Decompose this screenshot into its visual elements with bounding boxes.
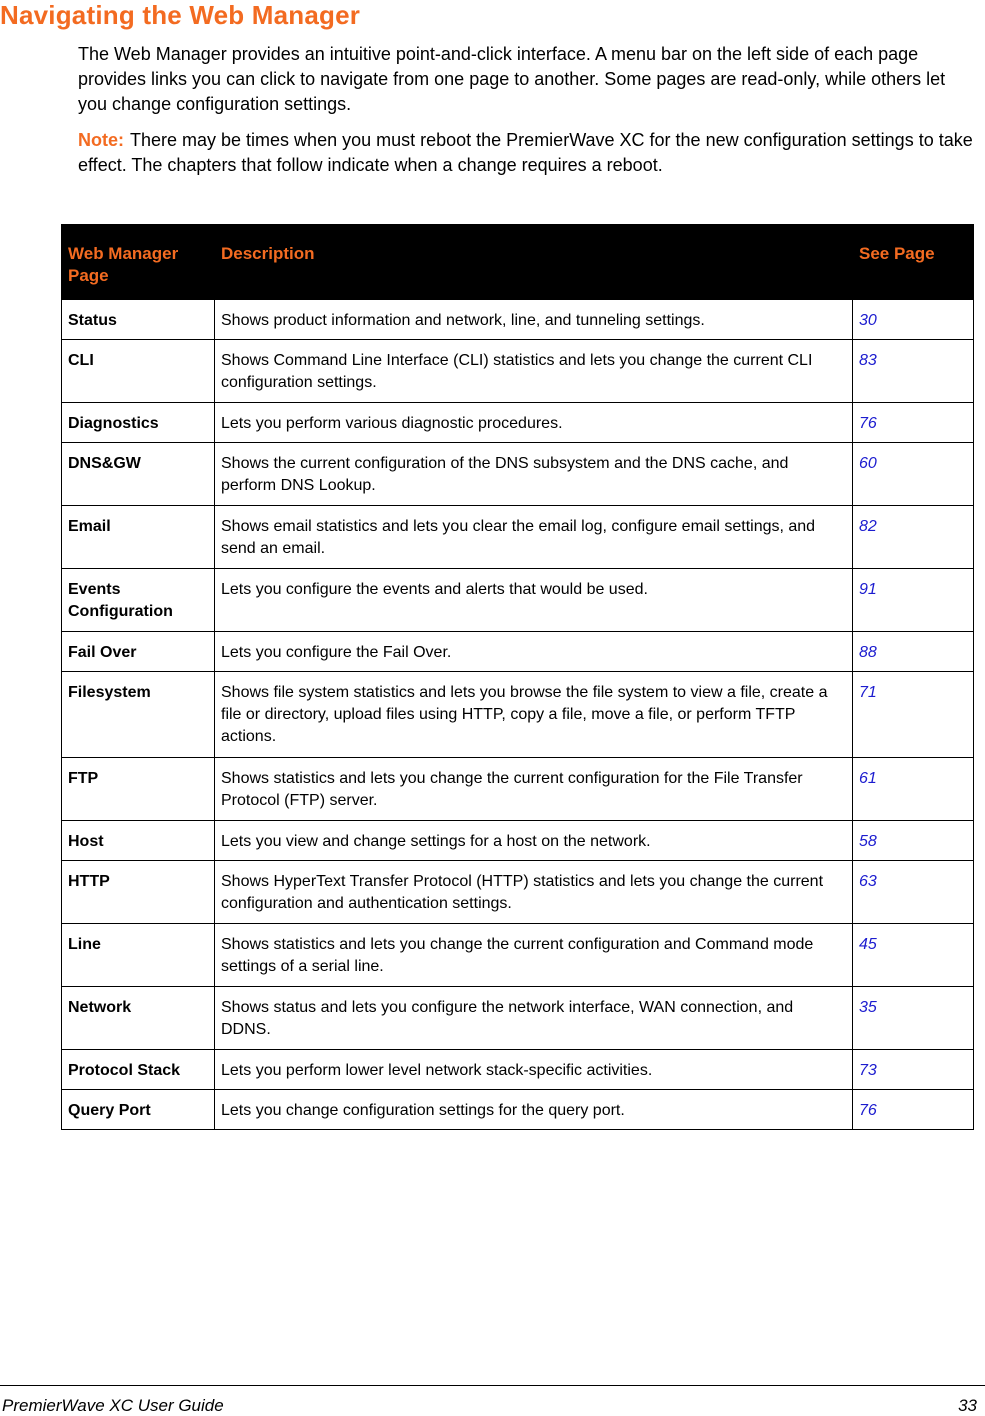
page-description: Lets you view and change settings for a host on the network. [215, 821, 853, 861]
table-row [62, 300, 974, 340]
page-name: Diagnostics [62, 403, 215, 443]
header-web-manager-page: Web Manager Page [62, 225, 215, 300]
page-name: Network [62, 987, 215, 1050]
see-page-link[interactable]: 76 [853, 1090, 974, 1130]
table-row [62, 1050, 974, 1090]
table-row [62, 672, 974, 758]
table-row [62, 987, 974, 1050]
page-title: Navigating the Web Manager [0, 0, 361, 30]
see-page-link[interactable]: 83 [853, 340, 974, 403]
page-description: Shows file system statistics and lets you browse the file system to view a file, create a file or directory, upload files using HTTP, copy a file, move a file, or perform TFTP actions. [215, 672, 853, 758]
table-row [62, 403, 974, 443]
table-row [62, 1090, 974, 1130]
table-row [62, 569, 974, 632]
footer-divider [0, 1385, 985, 1386]
page-description: Shows product information and network, line, and tunneling settings. [215, 300, 853, 340]
page-description: Lets you change configuration settings for the query port. [215, 1090, 853, 1130]
page-description: Shows the current configuration of the DNS subsystem and the DNS cache, and perform DNS Lookup. [215, 443, 853, 506]
see-page-link[interactable]: 45 [853, 924, 974, 987]
web-manager-pages-table [61, 224, 974, 1130]
page-name: Protocol Stack [62, 1050, 215, 1090]
table-row [62, 861, 974, 924]
footer-document-title: PremierWave XC User Guide [2, 1396, 224, 1415]
page-name: Email [62, 506, 215, 569]
page-description: Shows statistics and lets you change the current configuration for the File Transfer Protocol (FTP) server. [215, 758, 853, 821]
page-name: Host [62, 821, 215, 861]
page-name: Query Port [62, 1090, 215, 1130]
header-description: Description [215, 225, 853, 300]
footer-page-number: 33 [958, 1396, 977, 1415]
page-name: CLI [62, 340, 215, 403]
note-text: There may be times when you must reboot the PremierWave XC for the new configuration settings to take effect. The chapters that follow indicate when a change requires a reboot. [78, 130, 973, 175]
table-row [62, 758, 974, 821]
table-header-row [62, 225, 974, 300]
page-description: Lets you perform various diagnostic procedures. [215, 403, 853, 443]
page-name: Events Configuration [62, 569, 215, 632]
note-label: Note: [78, 130, 124, 150]
see-page-link[interactable]: 63 [853, 861, 974, 924]
page-name: Filesystem [62, 672, 215, 758]
page-description: Shows HyperText Transfer Protocol (HTTP) statistics and lets you change the current configuration and authentication settings. [215, 861, 853, 924]
page-name: Status [62, 300, 215, 340]
page-description: Lets you configure the Fail Over. [215, 632, 853, 672]
table-row [62, 443, 974, 506]
see-page-link[interactable]: 76 [853, 403, 974, 443]
page-name: Line [62, 924, 215, 987]
table-row [62, 924, 974, 987]
note-paragraph [78, 128, 978, 178]
page-name: Fail Over [62, 632, 215, 672]
page-name: FTP [62, 758, 215, 821]
page-description: Lets you perform lower level network stack-specific activities. [215, 1050, 853, 1090]
page-description: Lets you configure the events and alerts that would be used. [215, 569, 853, 632]
page-description: Shows email statistics and lets you clear the email log, configure email settings, and send an email. [215, 506, 853, 569]
table-row [62, 340, 974, 403]
table-row [62, 506, 974, 569]
see-page-link[interactable]: 71 [853, 672, 974, 758]
page-description: Shows statistics and lets you change the current configuration and Command mode settings of a serial line. [215, 924, 853, 987]
see-page-link[interactable]: 30 [853, 300, 974, 340]
see-page-link[interactable]: 35 [853, 987, 974, 1050]
page-name: DNS&GW [62, 443, 215, 506]
header-see-page: See Page [853, 225, 974, 300]
see-page-link[interactable]: 88 [853, 632, 974, 672]
see-page-link[interactable]: 61 [853, 758, 974, 821]
page-description: Shows Command Line Interface (CLI) statistics and lets you change the current CLI configuration settings. [215, 340, 853, 403]
see-page-link[interactable]: 91 [853, 569, 974, 632]
see-page-link[interactable]: 60 [853, 443, 974, 506]
table-row [62, 632, 974, 672]
page-name: HTTP [62, 861, 215, 924]
see-page-link[interactable]: 82 [853, 506, 974, 569]
see-page-link[interactable]: 73 [853, 1050, 974, 1090]
table-row [62, 821, 974, 861]
page-description: Shows status and lets you configure the network interface, WAN connection, and DDNS. [215, 987, 853, 1050]
intro-paragraph: The Web Manager provides an intuitive point-and-click interface. A menu bar on the left side of each page provides links you can click to navigate from one page to another. Some pages are read-only, while others let you change configuration settings. [78, 44, 946, 114]
see-page-link[interactable]: 58 [853, 821, 974, 861]
